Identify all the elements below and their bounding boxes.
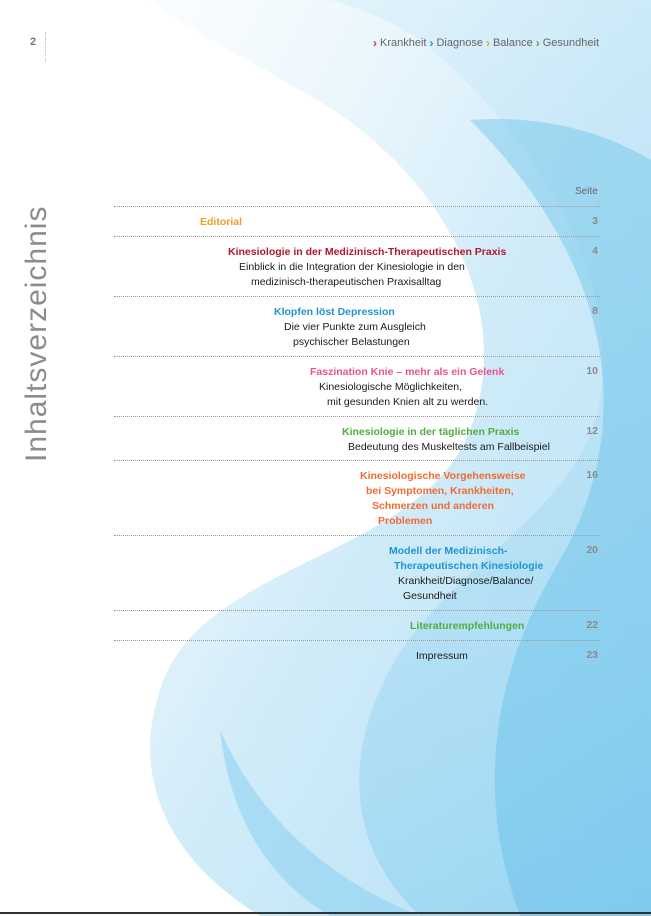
toc-entry-description: Impressum [416,650,468,662]
toc-entry-page: 12 [586,425,598,437]
header-item-balance: Balance [492,37,533,49]
toc-entry-page: 20 [586,544,598,556]
toc-entry-page: 10 [586,365,598,377]
toc-entry[interactable] [114,206,600,236]
toc-entry[interactable] [114,296,600,356]
toc-entry-title: Klopfen löst Depression [274,306,395,318]
toc-entry[interactable] [114,460,600,535]
toc-entry-description: mit gesunden Knien alt zu werden. [327,396,489,408]
toc-entry-description: medizinisch-therapeutischen Praxisalltag [251,276,442,288]
toc-entry-page: 8 [592,305,598,317]
toc-entry-title: Kinesiologie in der täglichen Praxis [342,426,520,438]
toc-entry-title: bei Symptomen, Krankheiten, [366,485,514,497]
toc-entry-page: 22 [586,619,598,631]
chevron-right-icon: › [373,36,377,50]
toc-entry-description: psychischer Belastungen [293,336,410,348]
toc-entry-description: Gesundheit [403,590,457,602]
header-item-diagnose: Diagnose [436,37,483,49]
page-number-divider [45,32,46,62]
chevron-right-icon: › [535,36,540,50]
toc-entry-title: Kinesiologische Vorgehensweise [360,470,526,482]
header-item-krankheit: Krankheit [380,37,427,49]
chevron-right-icon: › [485,36,490,50]
chevron-right-icon: › [429,36,434,50]
toc-entry-title: Problemen [378,515,433,527]
vertical-section-title: Inhaltsverzeichnis [20,205,53,462]
toc-entry-title: Modell der Medizinisch- [389,545,508,557]
toc-entry[interactable] [114,356,600,416]
toc-entry-title: Therapeutischen Kinesiologie [394,560,544,572]
toc-entry-title: Kinesiologie in der Medizinisch-Therapeutischen Praxis [228,246,507,258]
toc-entry-description: Kinesiologische Möglichkeiten, [319,381,462,393]
toc-entry[interactable] [114,236,600,296]
header-item-gesundheit: Gesundheit [542,37,599,49]
toc-entry-description: Die vier Punkte zum Ausgleich [284,321,426,333]
toc-entry-page: 16 [586,469,598,481]
toc-entry-title: Schmerzen und anderen [372,500,494,512]
toc-entry-title: Editorial [200,216,243,228]
toc-entry[interactable] [114,535,600,610]
toc-entry-title: Faszination Knie – mehr als ein Gelenk [310,366,505,378]
table-of-contents [114,206,600,670]
toc-entry[interactable] [114,416,600,460]
toc-entry[interactable] [114,610,600,640]
toc-entry-page: 3 [592,215,598,227]
toc-entry[interactable] [114,640,600,670]
toc-entry-description: Bedeutung des Muskeltests am Fallbeispiel [348,441,550,453]
page-column-label: Seite [575,186,598,197]
page-number: 2 [30,36,37,48]
toc-entry-page: 23 [586,649,598,661]
toc-entry-title: Literaturempfehlungen [410,620,525,632]
toc-entry-description: Krankheit/Diagnose/Balance/ [398,575,534,587]
toc-entry-description: Einblick in die Integration der Kinesiologie in den [239,261,465,273]
toc-entry-page: 4 [592,245,598,257]
header-breadcrumb [373,36,599,50]
page-bottom-border [0,912,651,914]
